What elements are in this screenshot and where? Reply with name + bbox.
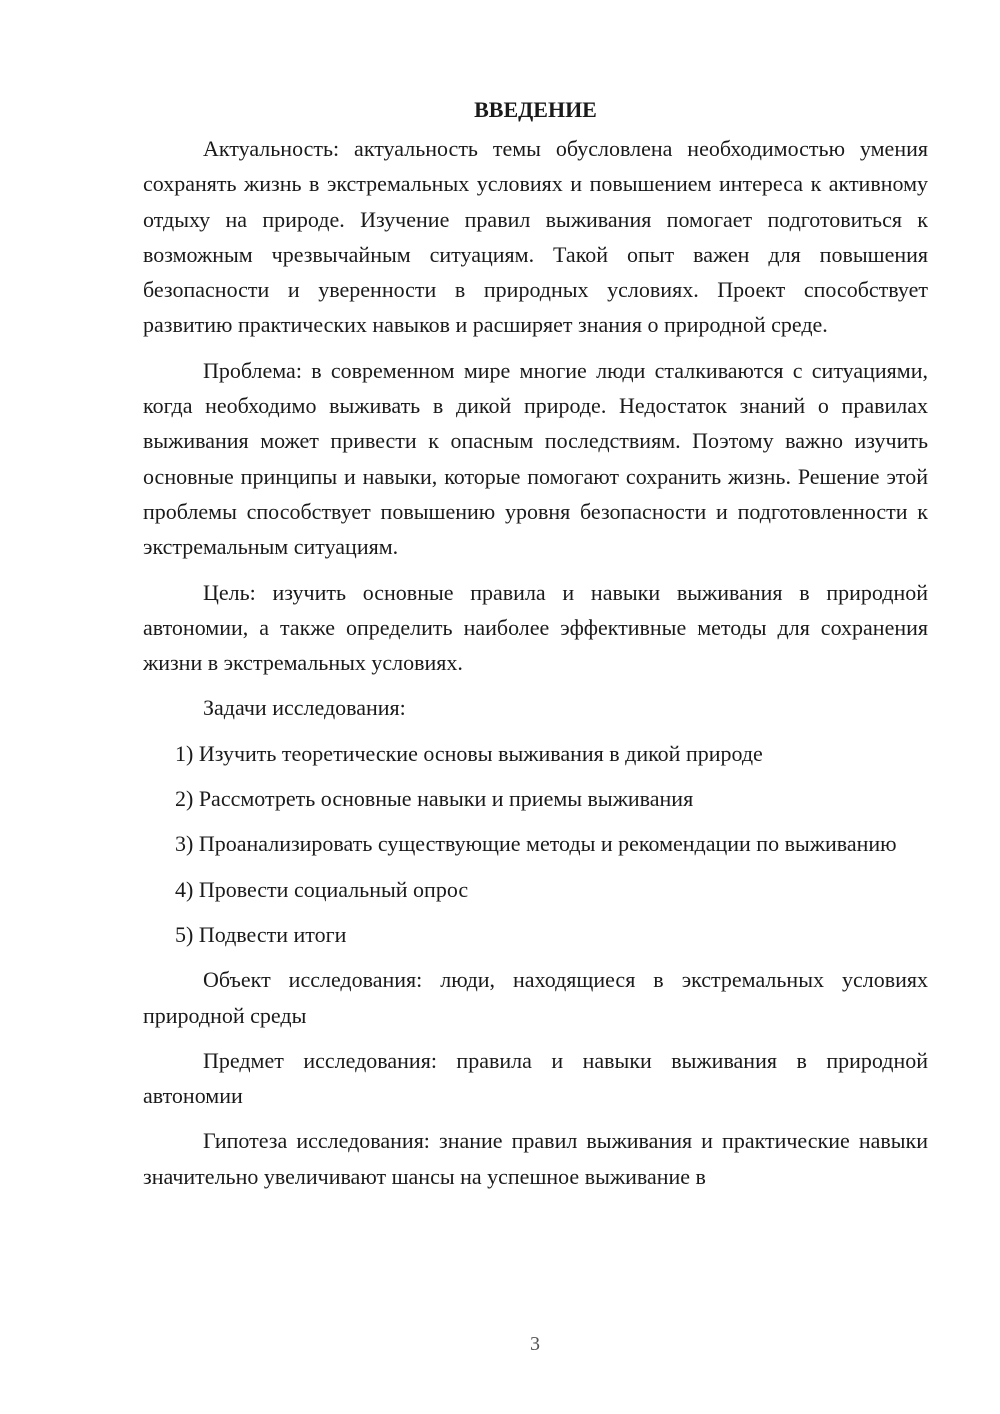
task-item: 5) Подвести итоги <box>175 921 347 947</box>
task-item: 2) Рассмотреть основные навыки и приемы выживания <box>175 786 694 812</box>
paragraph-goal: Цель: изучить основные правила и навыки выживания в природной автономии, а также определить наиболее эффективные методы для сохранения жизни в экстремальных условиях. <box>143 579 928 676</box>
page-number: 3 <box>530 1333 540 1355</box>
task-item: 4) Провести социальный опрос <box>175 876 469 902</box>
paragraph-hypothesis: Гипотеза исследования: знание правил выживания и практические навыки значительно увеличивают шансы на успешное выживание в <box>143 1128 928 1189</box>
paragraph-relevance: Актуальность: актуальность темы обусловлена необходимостью умения сохранять жизнь в экстремальных условиях и повышением интереса к активному отдыху на природе. Изучение правил выживания помогает подготовиться к возможным чрезвычайным ситуациям. Такой опыт важен для повышения безопасности и уверенности в природных условиях. Проект способствует развитию практических навыков и расширяет знания о природной среде. <box>143 136 928 338</box>
paragraph-tasks-title: Задачи исследования: <box>203 695 406 721</box>
task-item: 3) Проанализировать существующие методы и рекомендации по выживанию <box>175 831 897 857</box>
document-page <box>143 92 928 1204</box>
task-item: 1) Изучить теоретические основы выживания в дикой природе <box>175 740 763 766</box>
paragraph-problem: Проблема: в современном мире многие люди сталкиваются с ситуациями, когда необходимо выживать в дикой природе. Недостаток знаний о правилах выживания может привести к опасным последствиям. Поэтому важно изучить основные принципы и навыки, которые помогают сохранить жизнь. Решение этой проблемы способствует повышению уровня безопасности и подготовленности к экстремальным ситуациям. <box>143 357 928 560</box>
paragraph-object: Объект исследования: люди, находящиеся в экстремальных условиях природной среды <box>143 967 928 1028</box>
paragraph-subject: Предмет исследования: правила и навыки выживания в природной автономии <box>143 1047 928 1109</box>
section-heading: ВВЕДЕНИЕ <box>474 97 597 122</box>
